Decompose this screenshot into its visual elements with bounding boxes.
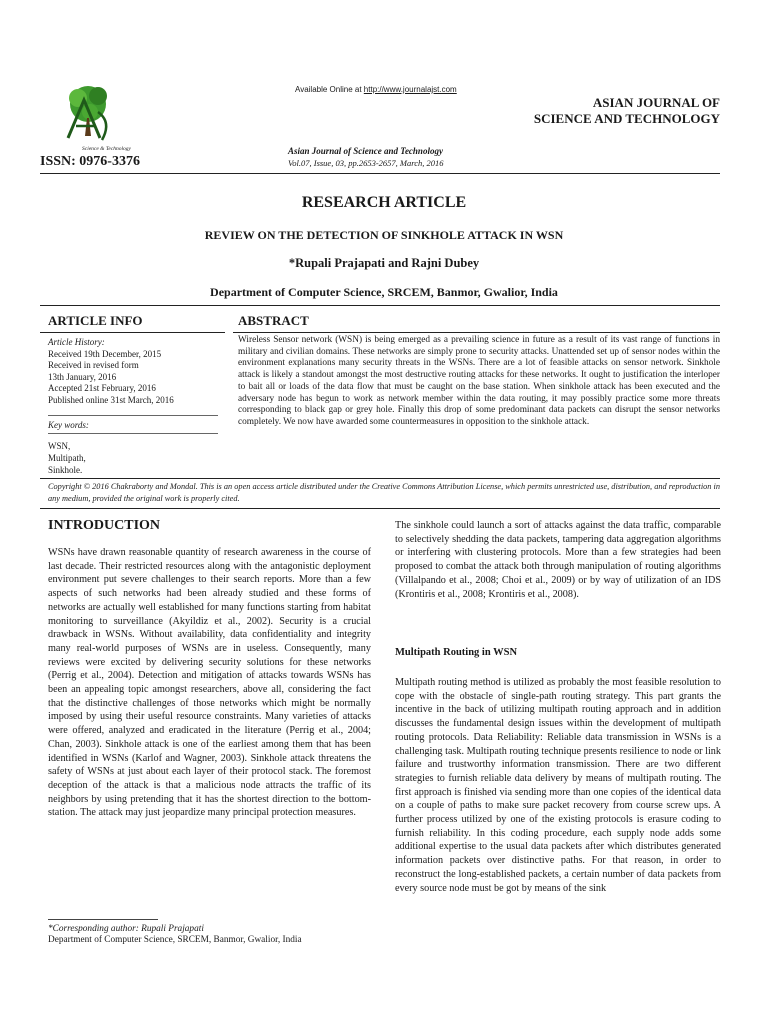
abstract-heading: ABSTRACT	[238, 313, 309, 328]
info-top-divider	[40, 305, 720, 306]
info-heading-divider	[40, 332, 225, 333]
authors: *Rupali Prajapati and Rajni Dubey	[288, 256, 480, 270]
footnote-divider	[48, 919, 158, 920]
keywords-divider	[48, 433, 218, 434]
right-column-intro-text: The sinkhole could launch a sort of attacks against the data traffic, comparable to selectively shedding the data packets, tampering data aggregation algorithms or interfering with clustering protocols. More than a few strategies had been proposed to combat the attack both through manipulation of routing algorithms (Villalpando et al., 2008; Choi et al., 2009) or by way of utilization of an IDS (Krontiris et al., 2008; Krontiris et al., 2008).	[395, 520, 721, 600]
department: Department of Computer Science, SRCEM, Banmor, Gwalior, India	[210, 285, 558, 299]
availability-line	[295, 85, 457, 94]
article-info-heading: ARTICLE INFO	[48, 313, 143, 328]
history-item: Received in revised form	[48, 360, 139, 371]
multipath-heading: Multipath Routing in WSN	[395, 647, 518, 658]
article-history	[48, 337, 228, 407]
journal-logo	[54, 78, 134, 158]
author-affiliation: Department of Computer Science, SRCEM, Banmor, Gwalior, India	[48, 935, 302, 945]
history-divider	[48, 415, 218, 416]
logo-caption: Science & Technology	[82, 146, 131, 152]
history-label: Article History:	[48, 337, 105, 347]
citation-journal: Asian Journal of Science and Technology	[288, 146, 443, 156]
journal-url-link[interactable]: http://www.journalajst.com	[363, 85, 457, 94]
journal-name-line1: ASIAN JOURNAL OF	[592, 95, 720, 110]
header-divider	[40, 173, 720, 174]
keyword: Multipath,	[48, 453, 86, 463]
introduction-text: WSNs have drawn reasonable quantity of research awareness in the course of last decade. Their restricted resources along with the antagonistic deployment environment put severe challenges to their search reports. More than a few aspects of such networks had been already studied and these forms of networks are actually well established for many functions starting from habitat monitoring to surveillance (Akyildiz et al., 2002). Security is a crucial drawback in WSNs. Without availability, data confidentiality and integrity many real-world purposes of WSNs are in useless. Consequently, many reviews were excited by delivering security solutions for these networks (Perrig et al., 2004). Detection and mitigation of attacks towards WSNs has been an appealing topic amongst researchers, above all, considering the fact that the distinctive challenges of those networks which might be normally imposed by using their useful resource constraints. Many varieties of attacks were offered, analyzed and eradicated in the literature (Perrig et al., 2004; Chan, 2003). Sinkhole attack is one of the earliest among them that has been identified in WSNs (Karlof and Wagner, 2003). Sinkhole attack threatens the safety of WSNs at just about each layer of their protocol stack. The foremost deception of the attack is that a malicious node attracts the traffic of its neighbors by using pretending that it has the shortest direction to the bottom-station. The attack may just jeopardize many principal protection measures.	[48, 547, 371, 819]
keywords-list	[48, 440, 86, 476]
history-item: Published online 31st March, 2016	[48, 394, 174, 405]
article-title: REVIEW ON THE DETECTION OF SINKHOLE ATTACK IN WSN	[204, 228, 564, 242]
multipath-text: Multipath routing method is utilized as probably the most feasible resolution to cope with the obstacle of single-path routing strategy. This part grants the incentive in the back of utilizing multipath routing approach and in addition discusses the fundamental design issues within the development of multipath routing protocols. Data Reliability: Reliable data transmission in WSNs is a challenging task. Multipath routing technique presents resilience to node or link failure and trustworthy information transmission. There are two different strategies to furnish reliable data delivery by means of multipath routing. The first approach is finished via sending more than one copies of the identical data on a couple of paths to make sure packet recovery from course screw ups. A further process utilized by one of the existing protocols is erasure coding to furnish reliability. In this coding procedure, each supply node adds some additional expertise to the usual data packets after which distributes generated information packets over distinctive paths. For that reason, in order to reconstruct the long-established packets, a certain number of data packets from every source node must be got by means of the sink	[395, 677, 721, 894]
history-item: Accepted 21st February, 2016	[48, 383, 156, 394]
history-item: Received 19th December, 2015	[48, 348, 162, 359]
abstract-heading-divider	[233, 332, 720, 333]
abstract-text: Wireless Sensor network (WSN) is being emerged as a prevailing science in future as a result of its vast range of functions in military and civilian domains. These networks are simply prone to security attacks. Unattended set up of sensor nodes within the environment explanations many security threats in the WSNs. There are a lot of feasible attacks on sensor network. Sinkhole attack is likely a standout amongst the most destructive routing attacks for these networks. It ought to justification the interloper to bait all or loads of the data flow that must be caught on the base station. When sinkhole attack has been executed and the adversary node has begun to work as network member within the data routing, it may possibly practice some more threats corresponding to black gap or grey hole. Finally this drop of some predominant data packets can disrupt the sensor networks completely. We now have awarded some countermeasures in opposition to the sinkhole attack.	[238, 335, 720, 427]
keywords-label: Key words:	[48, 420, 89, 430]
corresponding-author: *Corresponding author: Rupali Prajapati	[48, 924, 204, 934]
copyright-notice: Copyright © 2016 Chakraborty and Mondal. This is an open access article distributed under the Creative Commons Attribution License, which permits unrestricted use, distribution, and reproduction in any medium, provided the original work is properly cited.	[48, 482, 720, 503]
history-item: 13th January, 2016	[48, 371, 117, 382]
copyright-top-divider	[40, 478, 720, 479]
issn: ISSN: 0976-3376	[40, 154, 140, 169]
journal-name-line2: SCIENCE AND TECHNOLOGY	[533, 111, 720, 126]
keyword: Sinkhole.	[48, 465, 83, 475]
copyright-bottom-divider	[40, 508, 720, 509]
introduction-heading: INTRODUCTION	[48, 518, 161, 533]
tree-globe-logo-icon	[54, 78, 134, 158]
article-type: RESEARCH ARTICLE	[301, 194, 467, 211]
availability-prefix: Available Online at	[295, 85, 364, 94]
citation-details: Vol.07, Issue, 03, pp.2653-2657, March, 2016	[288, 158, 444, 168]
keyword: WSN,	[48, 441, 71, 451]
